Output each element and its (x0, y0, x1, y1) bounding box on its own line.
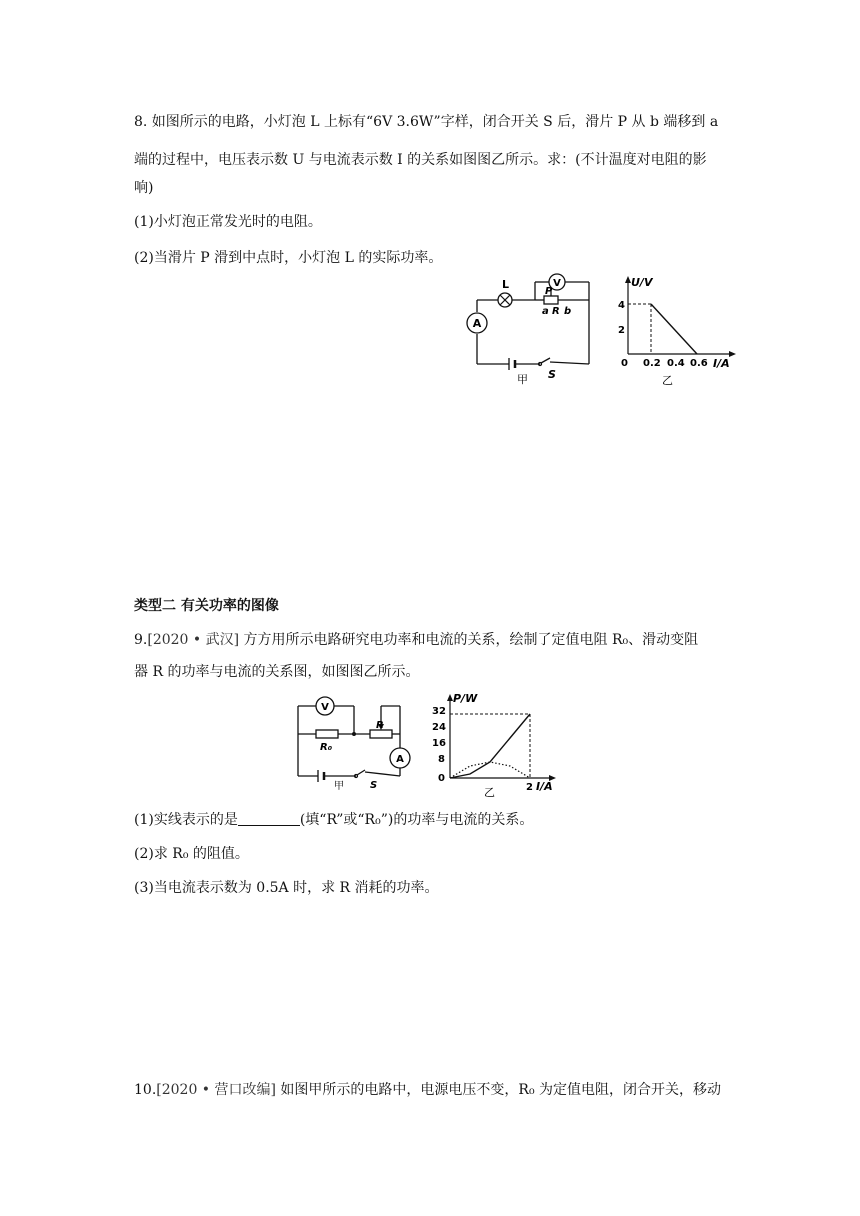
q10-line1 (134, 1080, 721, 1100)
q9-ytick-16: 16 (432, 738, 446, 749)
q8-x-label: I/A (713, 357, 730, 370)
q8-xtick-0.6: 0.6 (690, 358, 708, 369)
q9-graph-caption: 乙 (484, 786, 495, 799)
q9-xtick-2: 2 (526, 782, 533, 793)
q8-line1: 8. 如图所示的电路，小灯泡 L 上标有“6V 3.6W”字样，闭合开关 S 后，滑片 P 从 b 端移到 a (134, 114, 719, 130)
q8-xtick-0: 0 (621, 358, 628, 369)
q8-circuit-caption: 甲 (517, 373, 528, 386)
q9-sub3: (3)当电流表示数为 0.5A 时，求 R 消耗的功率。 (134, 880, 439, 896)
q10-source: [2020 • 营口改编] (156, 1082, 276, 1098)
q8-line3: 响) (134, 180, 154, 196)
q9-sub1-pre: (1)实线表示的是 (134, 812, 238, 828)
q8-y-label: U/V (631, 276, 653, 289)
q8-sub1: (1)小灯泡正常发光时的电阻。 (134, 214, 322, 230)
q9-sub1-post: (填“R”或“R₀”)的功率与电流的关系。 (299, 812, 534, 828)
lamp-label: L (502, 278, 510, 291)
q9-ytick-0: 0 (438, 773, 445, 784)
q8-sub2: (2)当滑片 P 滑到中点时，小灯泡 L 的实际功率。 (134, 250, 443, 266)
slider-label: P (545, 286, 553, 297)
q9-r0-label: R₀ (320, 742, 333, 753)
q9-circuit-caption: 甲 (334, 781, 344, 790)
q9-ammeter-label: A (396, 754, 404, 765)
q8-ytick-2: 2 (618, 325, 625, 336)
q9-sub2: (2)求 R₀ 的阻值。 (134, 846, 249, 862)
q9-y-label: P/W (453, 692, 478, 705)
q9-number: 9. (134, 632, 148, 648)
rheostat-label: R (552, 306, 560, 317)
q9-sub1 (134, 810, 533, 830)
q9-voltmeter-label: V (321, 702, 329, 713)
q9-source: [2020 • 武汉] (147, 632, 240, 648)
q8-xtick-0.4: 0.4 (667, 358, 685, 369)
q9-text: 方方用所示电路研究电功率和电流的关系，绘制了定值电阻 R₀、滑动变阻 (239, 632, 699, 648)
q8-line2: 端的过程中，电压表示数 U 与电流表示数 I 的关系如图图乙所示。求：(不计温度对电阻的影 (134, 152, 707, 168)
q9-x-label: I/A (536, 780, 553, 793)
end-a-label: a (542, 306, 549, 317)
q10-text: 如图甲所示的电路中，电源电压不变，R₀ 为定值电阻，闭合开关，移动 (275, 1082, 722, 1098)
solid-power-curve (450, 714, 530, 778)
q9-circuit-diagram (292, 692, 417, 790)
voltmeter-label: V (553, 278, 561, 289)
q8-uv-graph (614, 272, 744, 390)
q9-ytick-24: 24 (432, 722, 446, 733)
q9-ytick-32: 32 (432, 706, 446, 717)
end-b-label: b (564, 306, 572, 317)
q8-graph-caption: 乙 (662, 374, 673, 387)
answer-blank[interactable] (238, 811, 300, 826)
ammeter-label: A (472, 317, 482, 330)
uv-series-line (651, 304, 697, 354)
switch-label: S (548, 368, 556, 381)
q9-ytick-8: 8 (438, 754, 445, 765)
q10-number: 10. (134, 1082, 157, 1098)
q9-switch-label: S (370, 780, 378, 790)
q9-line2: 器 R 的功率与电流的关系图，如图图乙所示。 (134, 664, 420, 680)
q8-xtick-0.2: 0.2 (643, 358, 661, 369)
q9-pw-graph (428, 688, 568, 800)
q8-ytick-4: 4 (618, 300, 625, 311)
q9-r-label: R (376, 720, 384, 731)
q8-circuit-diagram (462, 272, 612, 387)
section-2-title: 类型二 有关功率的图像 (134, 598, 279, 614)
q9-line1 (134, 630, 698, 650)
